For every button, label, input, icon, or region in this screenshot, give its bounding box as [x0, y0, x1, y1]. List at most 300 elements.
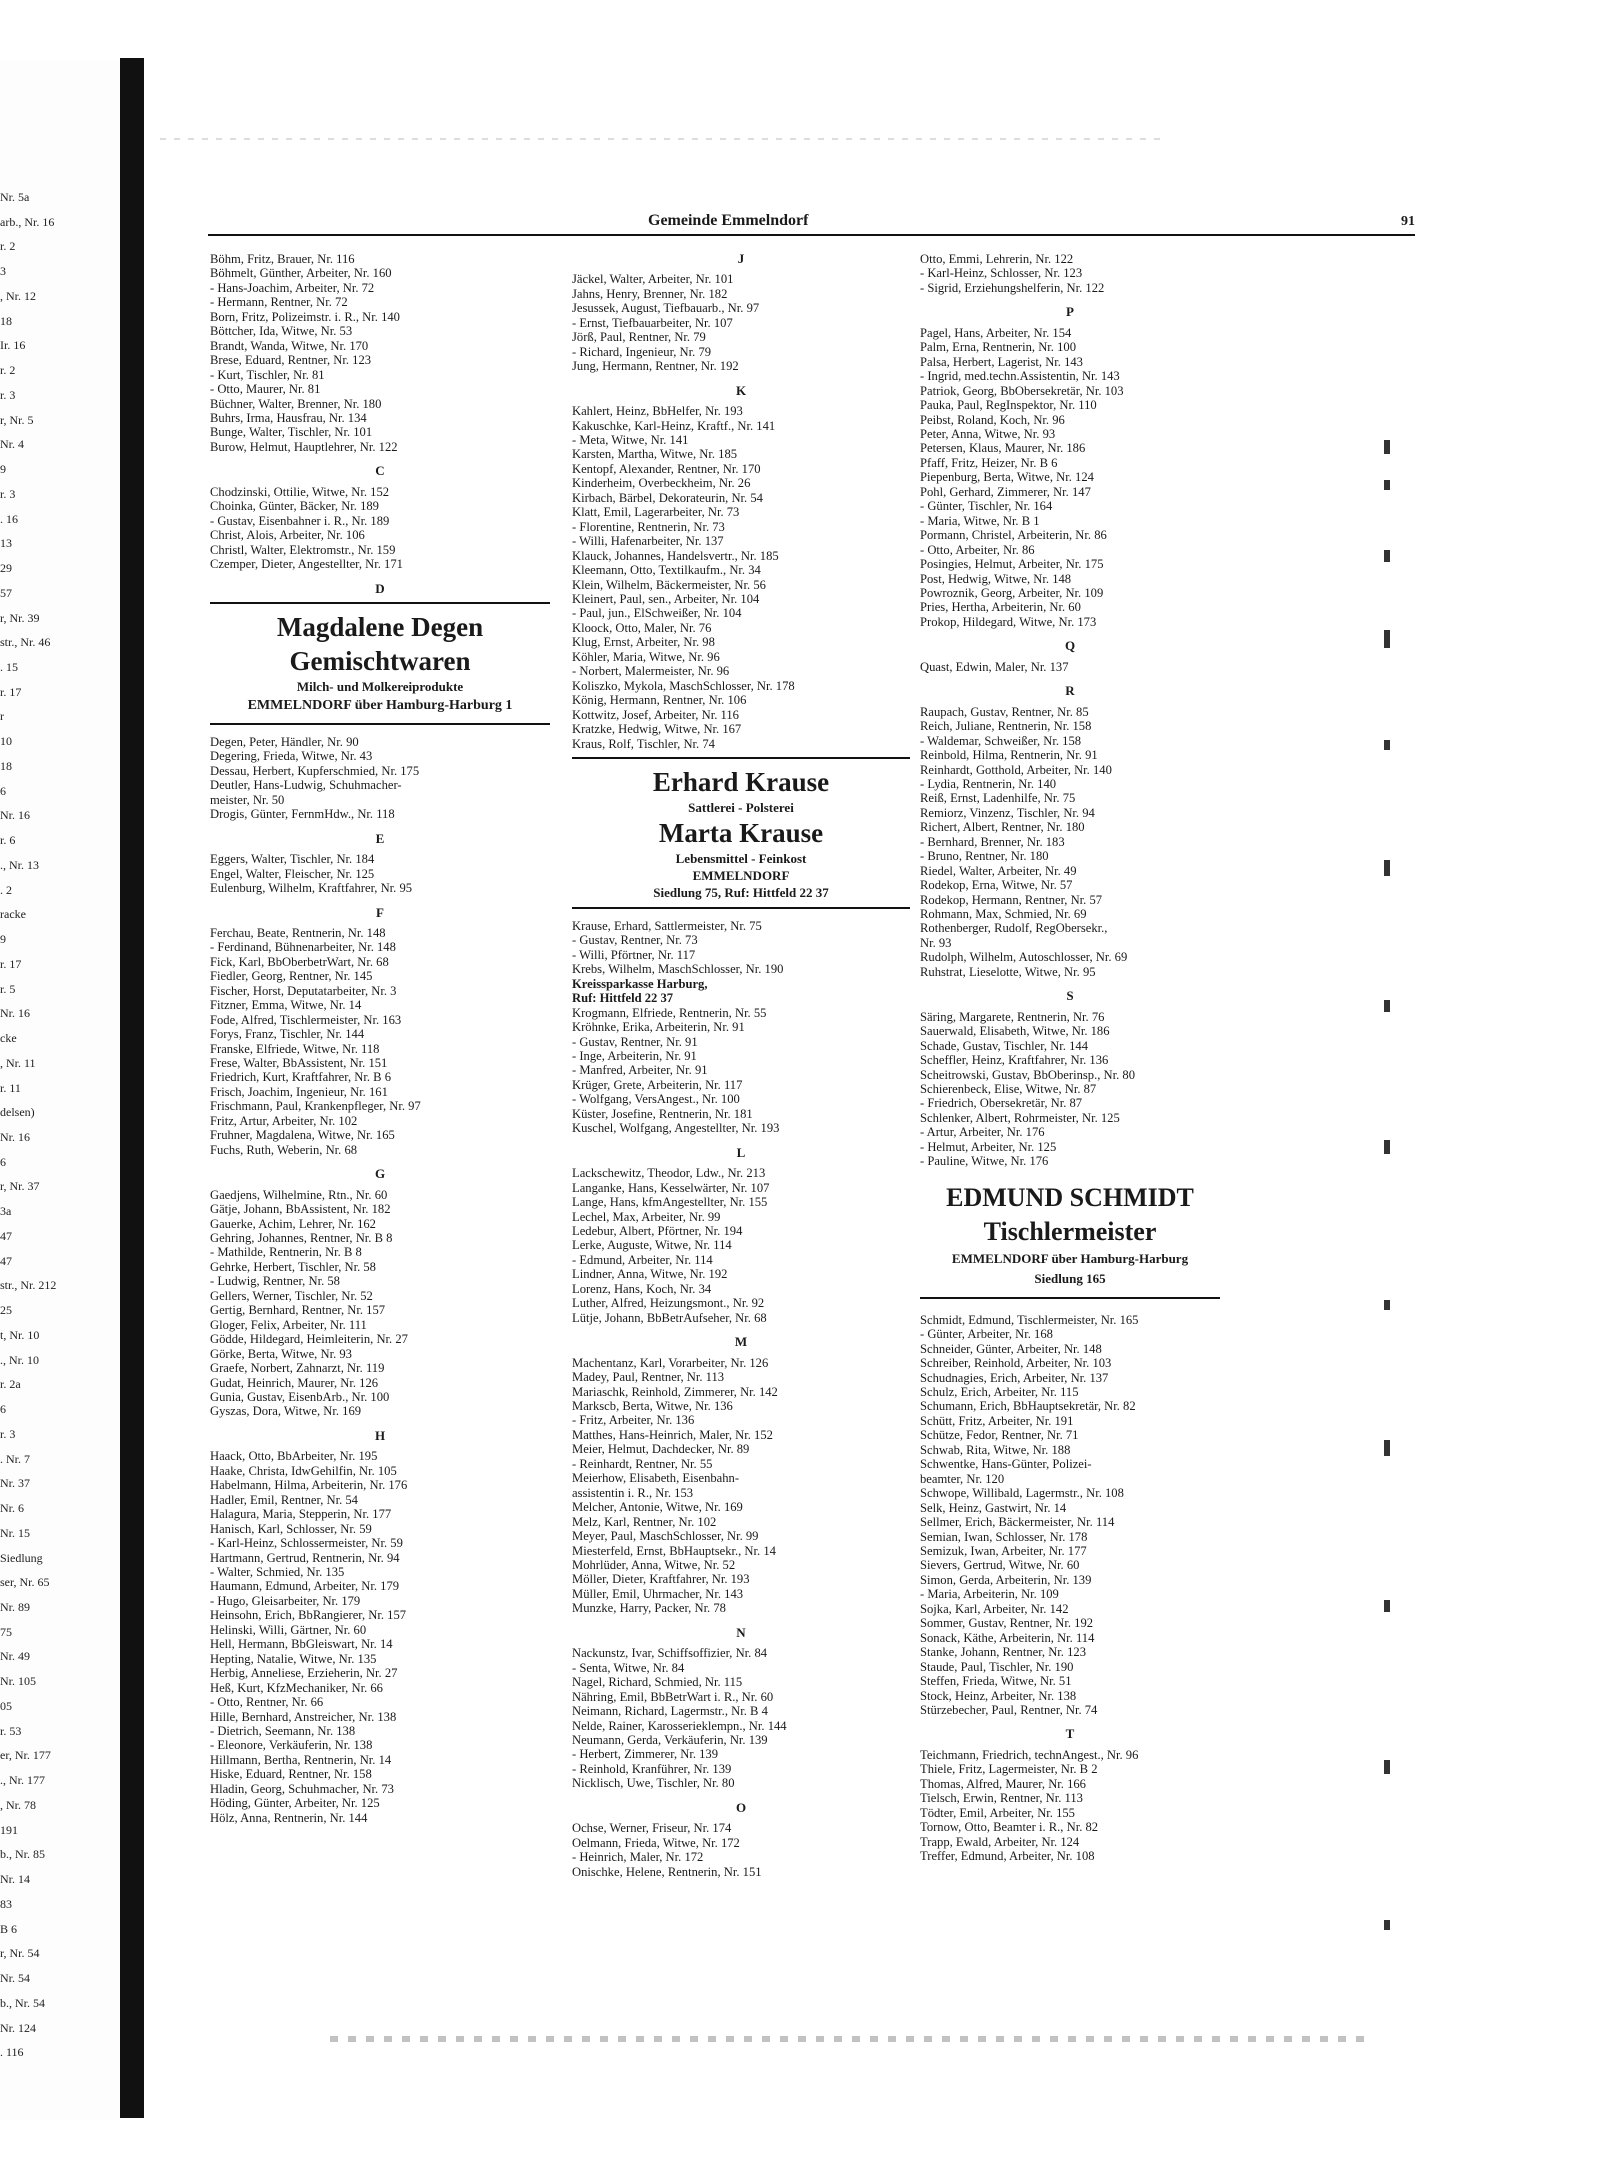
directory-entry: Schneider, Günter, Arbeiter, Nr. 148	[920, 1341, 1102, 1356]
directory-entry: Hanisch, Karl, Schlosser, Nr. 59	[210, 1521, 372, 1536]
directory-entry: Frisch, Joachim, Ingenieur, Nr. 161	[210, 1084, 388, 1099]
previous-page-text: 83	[0, 1896, 12, 1911]
page-header	[208, 208, 1415, 236]
directory-entry: Klein, Wilhelm, Bäckermeister, Nr. 56	[572, 577, 766, 592]
directory-entry: - Meta, Witwe, Nr. 141	[572, 432, 689, 447]
directory-entry: Madey, Paul, Rentner, Nr. 113	[572, 1370, 725, 1385]
directory-entry: Nicklisch, Uwe, Tischler, Nr. 80	[572, 1776, 735, 1791]
directory-entry: Rothenberger, Rudolf, RegObersekr.,	[920, 921, 1108, 936]
previous-page-text: 10	[0, 734, 12, 749]
page-title: Gemeinde Emmelndorf	[648, 212, 809, 229]
directory-entry: Sievers, Gertrud, Witwe, Nr. 60	[920, 1558, 1080, 1573]
directory-entry: - Ernst, Tiefbauarbeiter, Nr. 107	[572, 315, 733, 330]
directory-entry: - Otto, Maurer, Nr. 81	[210, 382, 321, 397]
previous-page-text: 3a	[0, 1204, 12, 1219]
previous-page-text: 29	[0, 561, 12, 576]
kreissparkasse-line-1: Kreissparkasse Harburg,	[572, 976, 708, 991]
directory-entry: Reinbold, Hilma, Rentnerin, Nr. 91	[920, 748, 1098, 763]
directory-entry: Krüger, Grete, Arbeiterin, Nr. 117	[572, 1077, 743, 1092]
directory-entry: Chodzinski, Ottilie, Witwe, Nr. 152	[210, 484, 390, 499]
directory-entry: Graefe, Norbert, Zahnarzt, Nr. 119	[210, 1361, 385, 1376]
bottom-edge-strip	[330, 2036, 1370, 2042]
entries-l	[572, 1166, 910, 1325]
previous-page-text: , Nr. 11	[0, 1055, 36, 1070]
directory-entry: Sellmer, Erich, Bäckermeister, Nr. 114	[920, 1515, 1115, 1530]
directory-entry: Thomas, Alfred, Maurer, Nr. 166	[920, 1776, 1086, 1791]
directory-entry: Schreiber, Reinhold, Arbeiter, Nr. 103	[920, 1356, 1112, 1371]
directory-entry: Klauck, Johannes, Handelsvertr., Nr. 185	[572, 548, 779, 563]
previous-page-text: er, Nr. 177	[0, 1748, 51, 1763]
directory-entry: Reich, Juliane, Rentnerin, Nr. 158	[920, 719, 1092, 734]
kreissparkasse-line-2: Ruf: Hittfeld 22 37	[572, 991, 674, 1006]
directory-entry: Trapp, Ewald, Arbeiter, Nr. 124	[920, 1834, 1080, 1849]
directory-entry: - Gustav, Rentner, Nr. 91	[572, 1034, 698, 1049]
directory-entry: Scheffler, Heinz, Kraftfahrer, Nr. 136	[920, 1053, 1109, 1068]
directory-entry: Kratzke, Hedwig, Witwe, Nr. 167	[572, 722, 742, 737]
previous-page-text: 47	[0, 1253, 12, 1268]
directory-entry: Franske, Elfriede, Witwe, Nr. 118	[210, 1041, 380, 1056]
directory-entry: Pohl, Gerhard, Zimmerer, Nr. 147	[920, 484, 1091, 499]
previous-page-text: b., Nr. 54	[0, 1995, 45, 2010]
directory-entry: Patriok, Georg, BbObersekretär, Nr. 103	[920, 383, 1124, 398]
directory-entry: Deutler, Hans-Ludwig, Schuhmacher-	[210, 778, 402, 793]
directory-entry: - Dietrich, Seemann, Nr. 138	[210, 1723, 356, 1738]
directory-entry: Haumann, Edmund, Arbeiter, Nr. 179	[210, 1579, 400, 1594]
ad-town: EMMELNDORF	[692, 867, 790, 883]
ad-business: Gemischtwaren	[289, 645, 471, 676]
directory-entry: Rohmann, Max, Schmied, Nr. 69	[920, 907, 1087, 922]
directory-entry: - Pauline, Witwe, Nr. 176	[920, 1154, 1049, 1169]
directory-entry: - Ferdinand, Bühnenarbeiter, Nr. 148	[210, 940, 396, 955]
directory-entry: Büchner, Walter, Brenner, Nr. 180	[210, 396, 382, 411]
directory-entry: Mohrlüder, Anna, Witwe, Nr. 52	[572, 1557, 736, 1572]
directory-entry: - Otto, Rentner, Nr. 66	[210, 1695, 324, 1710]
directory-entry: Haake, Christa, IdwGehilfin, Nr. 105	[210, 1463, 397, 1478]
entries-s2	[920, 1313, 1220, 1718]
previous-page-text: 6	[0, 783, 6, 798]
directory-entry: Jäckel, Walter, Arbeiter, Nr. 101	[572, 272, 734, 287]
directory-entry: Ferchau, Beate, Rentnerin, Nr. 148	[210, 925, 386, 940]
directory-entry: Piepenburg, Berta, Witwe, Nr. 124	[920, 470, 1094, 485]
previous-page-text: 3	[0, 264, 6, 279]
ad-trade-erhard: Sattlerei - Polsterei	[688, 799, 794, 815]
previous-page-text: racke	[0, 907, 26, 922]
directory-entry: Matthes, Hans-Heinrich, Maler, Nr. 152	[572, 1427, 773, 1442]
entries-c	[210, 485, 550, 572]
directory-entry: - Ludwig, Rentner, Nr. 58	[210, 1274, 340, 1289]
advertisement-krause	[572, 757, 910, 909]
entries-j	[572, 272, 910, 373]
directory-entry: Ruhstrat, Lieselotte, Witwe, Nr. 95	[920, 964, 1096, 979]
directory-entry: Kraus, Rolf, Tischler, Nr. 74	[572, 736, 715, 751]
directory-entry: Pauka, Paul, RegInspektor, Nr. 110	[920, 398, 1097, 413]
directory-entry: - Waldemar, Schweißer, Nr. 158	[920, 733, 1082, 748]
directory-entry: Hell, Hermann, BbGleiswart, Nr. 14	[210, 1637, 393, 1652]
directory-entry: Gunia, Gustav, EisenbArb., Nr. 100	[210, 1390, 390, 1404]
ad-name: Magdalene Degen	[276, 611, 484, 642]
previous-page-text: r, Nr. 5	[0, 412, 34, 427]
directory-entry: Herbig, Anneliese, Erzieherin, Nr. 27	[210, 1666, 398, 1681]
directory-entry: Fode, Alfred, Tischlermeister, Nr. 163	[210, 1012, 402, 1027]
column-2	[572, 252, 910, 1879]
directory-entry: - Kurt, Tischler, Nr. 81	[210, 367, 325, 382]
directory-entry: Fitzner, Emma, Witwe, Nr. 14	[210, 998, 362, 1013]
advertisement-schmidt	[920, 1177, 1220, 1299]
previous-page-text: B 6	[0, 1921, 18, 1936]
directory-entry: Quast, Edwin, Maler, Nr. 137	[920, 659, 1069, 674]
directory-entry: Hille, Bernhard, Anstreicher, Nr. 138	[210, 1709, 397, 1724]
directory-entry: - Lydia, Rentnerin, Nr. 140	[920, 776, 1057, 791]
directory-entry: Schütze, Fedor, Rentner, Nr. 71	[920, 1428, 1079, 1443]
directory-entry: Stock, Heinz, Arbeiter, Nr. 138	[920, 1688, 1077, 1703]
directory-entry: - Günter, Arbeiter, Nr. 168	[920, 1327, 1053, 1342]
directory-entry: Otto, Emmi, Lehrerin, Nr. 122	[920, 252, 1074, 266]
ad-siedlung: Siedlung 165	[1034, 1270, 1106, 1286]
directory-entry: - Inge, Arbeiterin, Nr. 91	[572, 1049, 697, 1064]
directory-entry: Scheitrowski, Gustav, BbOberinsp., Nr. 80	[920, 1067, 1136, 1082]
letter-heading-f: F	[376, 904, 384, 920]
directory-entry: Tödter, Emil, Arbeiter, Nr. 155	[920, 1805, 1075, 1820]
previous-page-text: Nr. 15	[0, 1525, 30, 1540]
directory-entry: Prokop, Hildegard, Witwe, Nr. 173	[920, 614, 1097, 629]
previous-page-text: 13	[0, 536, 12, 551]
directory-entry: Drogis, Günter, FernmHdw., Nr. 118	[210, 807, 395, 822]
directory-entry: Gyszas, Dora, Witwe, Nr. 169	[210, 1404, 362, 1419]
letter-heading-n: N	[736, 1624, 746, 1640]
directory-entry: Post, Hedwig, Witwe, Nr. 148	[920, 571, 1072, 586]
directory-entry: Remiorz, Vinzenz, Tischler, Nr. 94	[920, 805, 1095, 820]
previous-page-text: r. 3	[0, 486, 16, 501]
entries-k	[572, 404, 910, 751]
directory-entry: Reinhardt, Gotthold, Arbeiter, Nr. 140	[920, 762, 1112, 777]
entries-k2	[572, 919, 910, 977]
directory-entry: Gödde, Hildegard, Heimleiterin, Nr. 27	[210, 1332, 408, 1347]
directory-entry: Christl, Walter, Elektromstr., Nr. 159	[210, 542, 396, 557]
directory-entry: Melcher, Antonie, Witwe, Nr. 169	[572, 1500, 743, 1515]
directory-entry: Helinski, Willi, Gärtner, Nr. 60	[210, 1622, 367, 1637]
previous-page-text: . 2	[0, 882, 12, 897]
previous-page-text: Nr. 124	[0, 2020, 36, 2035]
directory-entry: Semian, Iwan, Schlosser, Nr. 178	[920, 1529, 1088, 1544]
directory-entry: Engel, Walter, Fleischer, Nr. 125	[210, 866, 375, 881]
directory-entry: Schudnagies, Erich, Arbeiter, Nr. 137	[920, 1370, 1109, 1385]
directory-entry: Miesterfeld, Ernst, BbHauptsekr., Nr. 14	[572, 1543, 776, 1558]
previous-page-text: Nr. 105	[0, 1674, 36, 1689]
previous-page-text: Nr. 37	[0, 1476, 30, 1491]
directory-entry: - Günter, Tischler, Nr. 164	[920, 499, 1053, 514]
entries-k3	[572, 1006, 910, 1136]
directory-entry: Christ, Alois, Arbeiter, Nr. 106	[210, 528, 365, 543]
directory-entry: Lerke, Auguste, Witwe, Nr. 114	[572, 1238, 732, 1253]
directory-entry: Jesussek, August, Tiefbauarb., Nr. 97	[572, 301, 760, 316]
directory-entry: Palm, Erna, Rentnerin, Nr. 100	[920, 340, 1076, 355]
directory-entry: - Karl-Heinz, Schlossermeister, Nr. 59	[210, 1536, 403, 1551]
directory-entry: Heß, Kurt, KfzMechaniker, Nr. 66	[210, 1680, 383, 1695]
directory-entry: Rodekop, Hermann, Rentner, Nr. 57	[920, 892, 1103, 907]
directory-entry: Frese, Walter, BbAssistent, Nr. 151	[210, 1056, 388, 1071]
previous-page-text: r, Nr. 37	[0, 1179, 40, 1194]
letter-heading-j: J	[737, 251, 745, 266]
directory-entry: Reiß, Ernst, Ladenhilfe, Nr. 75	[920, 791, 1076, 806]
directory-entry: Peter, Anna, Witwe, Nr. 93	[920, 426, 1056, 441]
directory-entry: Kirbach, Bärbel, Dekorateurin, Nr. 54	[572, 490, 763, 505]
directory-entry: Kentopf, Alexander, Rentner, Nr. 170	[572, 461, 761, 476]
directory-entry: Burow, Helmut, Hauptlehrer, Nr. 122	[210, 439, 398, 454]
previous-page-text: 191	[0, 1822, 18, 1837]
entries-b	[210, 252, 550, 454]
directory-entry: Kottwitz, Josef, Arbeiter, Nr. 116	[572, 707, 739, 722]
directory-entry: Kleinert, Paul, sen., Arbeiter, Nr. 104	[572, 591, 760, 606]
previous-page-text: 9	[0, 462, 6, 477]
directory-entry: Luther, Alfred, Heizungsmont., Nr. 92	[572, 1296, 765, 1311]
directory-entry: Gudat, Heinrich, Maurer, Nr. 126	[210, 1375, 379, 1390]
directory-entry: Pormann, Christel, Arbeiterin, Nr. 86	[920, 528, 1107, 543]
directory-entry: Friedrich, Kurt, Kraftfahrer, Nr. B 6	[210, 1070, 391, 1085]
directory-entry: Böhmelt, Günther, Arbeiter, Nr. 160	[210, 266, 392, 281]
previous-page-text: 05	[0, 1698, 12, 1713]
directory-entry: - Willi, Hafenarbeiter, Nr. 137	[572, 534, 724, 549]
directory-entry: Halagura, Maria, Stepperin, Nr. 177	[210, 1507, 392, 1522]
previous-page-text: , Nr. 78	[0, 1797, 36, 1812]
directory-entry: Böttcher, Ida, Witwe, Nr. 53	[210, 324, 353, 339]
directory-entry: - Wolfgang, VersAngest., Nr. 100	[572, 1092, 740, 1107]
previous-page-text: Siedlung	[0, 1550, 43, 1565]
directory-entry: - Norbert, Malermeister, Nr. 96	[572, 664, 730, 679]
previous-page-text: 9	[0, 932, 6, 947]
directory-entry: Fischer, Horst, Deputatarbeiter, Nr. 3	[210, 983, 397, 998]
previous-page-text: 47	[0, 1228, 12, 1243]
directory-entry: Staude, Paul, Tischler, Nr. 190	[920, 1659, 1074, 1674]
directory-entry: Koliszko, Mykola, MaschSchlosser, Nr. 178	[572, 678, 795, 693]
directory-entry: Schwope, Willibald, Lagermstr., Nr. 108	[920, 1486, 1124, 1501]
letter-heading-p: P	[1066, 304, 1074, 320]
directory-entry: Gauerke, Achim, Lehrer, Nr. 162	[210, 1216, 376, 1231]
previous-page-text: Nr. 89	[0, 1600, 30, 1614]
directory-entry: Melz, Karl, Rentner, Nr. 102	[572, 1514, 717, 1529]
previous-page-text: r. 11	[0, 1080, 21, 1095]
directory-entry: Klatt, Emil, Lagerarbeiter, Nr. 73	[572, 505, 740, 520]
previous-page-text: ., Nr. 177	[0, 1773, 45, 1788]
directory-entry: Buhrs, Irma, Hausfrau, Nr. 134	[210, 410, 367, 425]
directory-entry: Schwab, Rita, Witwe, Nr. 188	[920, 1442, 1071, 1457]
directory-entry: - Florentine, Rentnerin, Nr. 73	[572, 519, 725, 534]
directory-entry: Gloger, Felix, Arbeiter, Nr. 111	[210, 1317, 367, 1332]
directory-entry: Choinka, Günter, Bäcker, Nr. 189	[210, 499, 379, 514]
directory-entry: Simon, Gerda, Arbeiterin, Nr. 139	[920, 1572, 1092, 1587]
directory-entry: Schütt, Fritz, Arbeiter, Nr. 191	[920, 1413, 1074, 1428]
ad-address: Siedlung 75, Ruf: Hittfeld 22 37	[653, 884, 829, 900]
directory-entry: Säring, Margarete, Rentnerin, Nr. 76	[920, 1009, 1105, 1024]
directory-entry: Fritz, Artur, Arbeiter, Nr. 102	[210, 1113, 358, 1128]
entries-m	[572, 1356, 910, 1616]
previous-page-text: Nr. 5a	[0, 190, 30, 204]
directory-entry: meister, Nr. 50	[210, 792, 285, 807]
previous-page-text: arb., Nr. 16	[0, 214, 55, 229]
ad-name-erhard: Erhard Krause	[652, 766, 830, 797]
directory-entry: Hartmann, Gertrud, Rentnerin, Nr. 94	[210, 1550, 400, 1565]
directory-entry: Hölz, Anna, Rentnerin, Nr. 144	[210, 1810, 368, 1825]
directory-entry: Meyer, Paul, MaschSchlosser, Nr. 99	[572, 1529, 759, 1544]
directory-entry: Krause, Erhard, Sattlermeister, Nr. 75	[572, 918, 762, 933]
directory-entry: Semizuk, Iwan, Arbeiter, Nr. 177	[920, 1543, 1087, 1558]
directory-entry: Onischke, Helene, Rentnerin, Nr. 151	[572, 1864, 762, 1879]
directory-entry: Czemper, Dieter, Angestellter, Nr. 171	[210, 557, 403, 572]
directory-entry: Kloock, Otto, Maler, Nr. 76	[572, 620, 712, 635]
directory-entry: Bunge, Walter, Tischler, Nr. 101	[210, 425, 373, 440]
directory-entry: Jahns, Henry, Brenner, Nr. 182	[572, 286, 728, 301]
directory-entry: Hadler, Emil, Rentner, Nr. 54	[210, 1492, 358, 1507]
directory-entry: Eggers, Walter, Tischler, Nr. 184	[210, 852, 375, 867]
directory-entry: Kröhnke, Erika, Arbeiterin, Nr. 91	[572, 1020, 745, 1035]
previous-page-text: . 116	[0, 2045, 24, 2060]
directory-entry: - Friedrich, Obersekretär, Nr. 87	[920, 1096, 1083, 1111]
directory-entry: Machentanz, Karl, Vorarbeiter, Nr. 126	[572, 1355, 769, 1370]
directory-entry: Klug, Ernst, Arbeiter, Nr. 98	[572, 635, 715, 650]
directory-entry: - Hugo, Gleisarbeiter, Nr. 179	[210, 1593, 361, 1608]
directory-entry: - Edmund, Arbeiter, Nr. 114	[572, 1252, 713, 1267]
previous-page-text: r. 3	[0, 387, 16, 402]
directory-entry: Petersen, Klaus, Maurer, Nr. 186	[920, 441, 1086, 456]
previous-page-text: r. 3	[0, 1426, 16, 1441]
directory-entry: - Walter, Schmied, Nr. 135	[210, 1564, 345, 1579]
directory-entry: Kahlert, Heinz, BbHelfer, Nr. 193	[572, 404, 743, 419]
previous-page-text: str., Nr. 212	[0, 1278, 57, 1293]
directory-entry: - Karl-Heinz, Schlosser, Nr. 123	[920, 266, 1083, 281]
directory-entry: - Heinrich, Maler, Nr. 172	[572, 1850, 704, 1865]
directory-entry: - Hans-Joachim, Arbeiter, Nr. 72	[210, 280, 375, 295]
directory-entry: - Eleonore, Verkäuferin, Nr. 138	[210, 1738, 373, 1753]
previous-page-text: r. 2	[0, 363, 16, 378]
directory-entry: Küster, Josefine, Rentnerin, Nr. 181	[572, 1106, 753, 1121]
previous-page-text: r, Nr. 54	[0, 1946, 40, 1961]
directory-entry: - Maria, Witwe, Nr. B 1	[920, 513, 1040, 528]
directory-entry: Lackschewitz, Theodor, Ldw., Nr. 213	[572, 1166, 766, 1181]
letter-heading-q: Q	[1064, 638, 1076, 654]
previous-page-text: Nr. 4	[0, 437, 24, 452]
previous-page-text: r. 17	[0, 684, 22, 699]
ad-name-marta: Marta Krause	[658, 817, 824, 848]
letter-heading-s: S	[1066, 988, 1074, 1004]
directory-entry: Rudolph, Wilhelm, Autoschlosser, Nr. 69	[920, 950, 1128, 965]
directory-entry: Nackunstz, Ivar, Schiffsoffizier, Nr. 84	[572, 1646, 768, 1661]
directory-entry: Kinderheim, Overbeckheim, Nr. 26	[572, 476, 751, 491]
entries-g	[210, 1188, 550, 1419]
directory-entry: Steffen, Frieda, Witwe, Nr. 51	[920, 1674, 1072, 1689]
directory-entry: Kleemann, Otto, Textilkaufm., Nr. 34	[572, 563, 761, 578]
previous-page-text: , Nr. 12	[0, 288, 36, 303]
directory-entry: Lange, Hans, kfmAngestellter, Nr. 155	[572, 1195, 768, 1210]
previous-page-text: r. 17	[0, 956, 22, 971]
directory-entry: - Richard, Ingenieur, Nr. 79	[572, 344, 712, 359]
directory-entry: Habelmann, Hilma, Arbeiterin, Nr. 176	[210, 1478, 408, 1493]
directory-entry: Thiele, Fritz, Lagermeister, Nr. B 2	[920, 1762, 1098, 1777]
previous-page-text: Nr. 49	[0, 1649, 30, 1664]
directory-entry: Lechel, Max, Arbeiter, Nr. 99	[572, 1209, 721, 1224]
directory-entry: Stürzebecher, Paul, Rentner, Nr. 74	[920, 1702, 1098, 1717]
previous-page-text: t, Nr. 10	[0, 1327, 40, 1342]
letter-heading-k: K	[735, 382, 747, 398]
previous-page-text: Nr. 54	[0, 1971, 30, 1986]
entries-t	[920, 1748, 1220, 1864]
directory-entry: - Manfred, Arbeiter, Nr. 91	[572, 1063, 708, 1078]
directory-entry: Krebs, Wilhelm, MaschSchlosser, Nr. 190	[572, 962, 784, 977]
directory-entry: Ochse, Werner, Friseur, Nr. 174	[572, 1821, 732, 1836]
directory-entry: Schade, Gustav, Tischler, Nr. 144	[920, 1038, 1088, 1053]
previous-page-text: Ir. 16	[0, 338, 26, 353]
directory-entry: Brandt, Wanda, Witwe, Nr. 170	[210, 338, 369, 353]
directory-entry: Lindner, Anna, Witwe, Nr. 192	[572, 1267, 728, 1282]
directory-entry: Schumann, Erich, BbHauptsekretär, Nr. 82	[920, 1399, 1136, 1414]
directory-entry: Lorenz, Hans, Koch, Nr. 34	[572, 1281, 712, 1296]
previous-page-text: 75	[0, 1624, 12, 1639]
directory-entry: - Senta, Witwe, Nr. 84	[572, 1660, 685, 1675]
page-number: 91	[1401, 214, 1415, 229]
directory-entry: Görke, Berta, Witwe, Nr. 93	[210, 1346, 352, 1361]
entries-s	[920, 1010, 1220, 1169]
previous-page-text: 18	[0, 313, 12, 328]
previous-page-text: b., Nr. 85	[0, 1847, 45, 1862]
directory-entry: Munzke, Harry, Packer, Nr. 78	[572, 1601, 726, 1616]
letter-heading-l: L	[736, 1144, 746, 1160]
directory-entry: Schwentke, Hans-Günter, Polizei-	[920, 1457, 1092, 1472]
directory-entry: Müller, Emil, Uhrmacher, Nr. 143	[572, 1586, 744, 1601]
directory-entry: Teichmann, Friedrich, technAngest., Nr. 96	[920, 1747, 1139, 1762]
ad-products: Milch- und Molkereiprodukte	[296, 678, 464, 694]
ad-trade: Tischlermeister	[983, 1216, 1157, 1246]
directory-entry: Pagel, Hans, Arbeiter, Nr. 154	[920, 325, 1072, 340]
ad-trade-marta: Lebensmittel - Feinkost	[675, 850, 807, 866]
previous-page-text: r. 6	[0, 833, 16, 848]
directory-entry: Meier, Helmut, Dachdecker, Nr. 89	[572, 1442, 750, 1457]
directory-entry: - Mathilde, Rentnerin, Nr. B 8	[210, 1245, 362, 1260]
directory-entry: Selk, Heinz, Gastwirt, Nr. 14	[920, 1500, 1067, 1515]
directory-entry: Köhler, Maria, Witwe, Nr. 96	[572, 649, 720, 664]
directory-entry: Nr. 93	[920, 935, 952, 950]
previous-page-text: 57	[0, 585, 12, 600]
directory-entry: Nelde, Rainer, Karosserieklempn., Nr. 144	[572, 1718, 787, 1733]
directory-entry: Kakuschke, Karl-Heinz, Kraftf., Nr. 141	[572, 418, 776, 433]
directory-entry: Treffer, Edmund, Arbeiter, Nr. 108	[920, 1849, 1095, 1864]
directory-entry: Neumann, Gerda, Verkäuferin, Nr. 139	[572, 1732, 768, 1747]
directory-entry: Powroznik, Georg, Arbeiter, Nr. 109	[920, 585, 1104, 600]
directory-entry: Sonack, Käthe, Arbeiterin, Nr. 114	[920, 1630, 1095, 1645]
directory-entry: - Bernhard, Brenner, Nr. 183	[920, 834, 1065, 849]
directory-entry: Richert, Albert, Rentner, Nr. 180	[920, 820, 1085, 835]
directory-entry: Ledebur, Albert, Pförtner, Nr. 194	[572, 1224, 743, 1239]
directory-entry: Degen, Peter, Händler, Nr. 90	[210, 734, 359, 749]
letter-heading-d: D	[375, 580, 385, 596]
directory-entry: Stanke, Johann, Rentner, Nr. 123	[920, 1645, 1086, 1660]
previous-page-text: r	[0, 709, 4, 724]
directory-entry: Karsten, Martha, Witwe, Nr. 185	[572, 447, 738, 462]
directory-entry: Gellers, Werner, Tischler, Nr. 52	[210, 1288, 373, 1303]
previous-page-text: ., Nr. 13	[0, 857, 39, 872]
directory-entry: Pfaff, Fritz, Heizer, Nr. B 6	[920, 455, 1058, 470]
letter-heading-g: G	[374, 1166, 386, 1182]
directory-entry: Schmidt, Edmund, Tischlermeister, Nr. 165	[920, 1312, 1139, 1327]
directory-entry: Peibst, Roland, Koch, Nr. 96	[920, 412, 1065, 427]
directory-entry: Hiske, Eduard, Rentner, Nr. 158	[210, 1767, 372, 1782]
letter-heading-t: T	[1065, 1726, 1075, 1742]
directory-entry: - Artur, Arbeiter, Nr. 176	[920, 1125, 1045, 1140]
directory-entry: Sommer, Gustav, Rentner, Nr. 192	[920, 1616, 1094, 1631]
entries-r	[920, 705, 1220, 980]
directory-entry: Forys, Franz, Tischler, Nr. 144	[210, 1027, 365, 1042]
directory-entry: Markscb, Berta, Witwe, Nr. 136	[572, 1399, 733, 1413]
directory-entry: Jörß, Paul, Rentner, Nr. 79	[572, 330, 706, 345]
previous-page-text: Nr. 14	[0, 1872, 30, 1887]
advertisement-degen	[210, 602, 550, 725]
